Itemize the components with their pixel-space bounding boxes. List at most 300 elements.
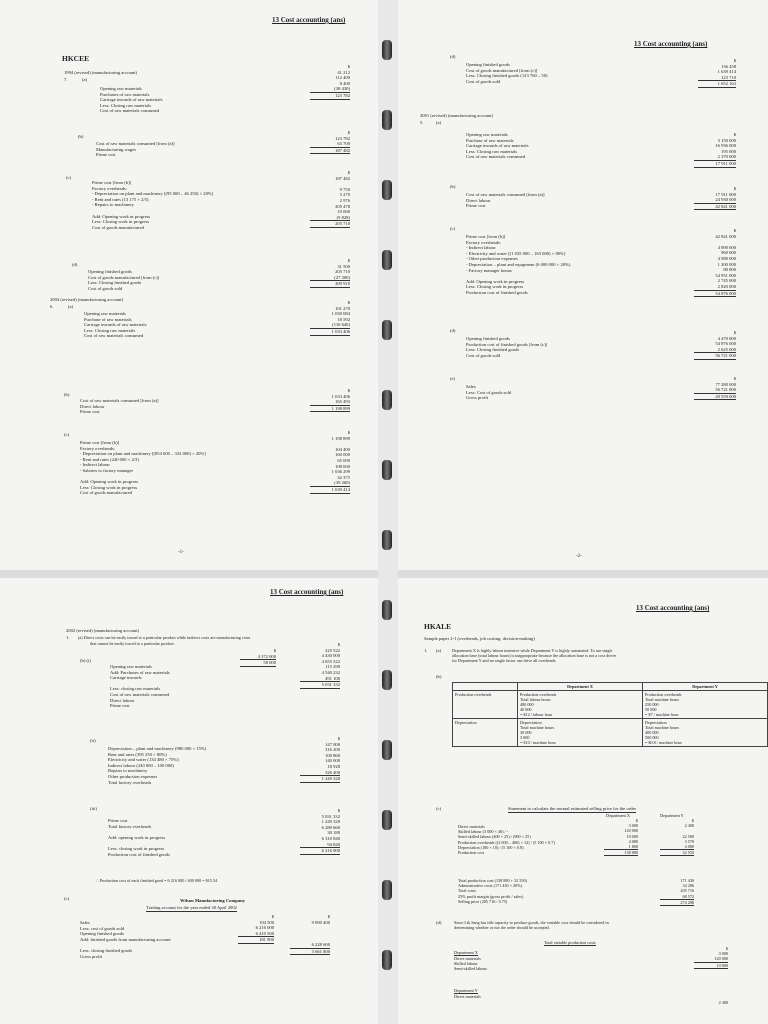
amount: 56 721 000 bbox=[694, 353, 736, 360]
binding-strip bbox=[378, 0, 398, 1024]
line-item: Opening finished goods bbox=[466, 62, 510, 67]
page-header: 13 Cost accounting (ans) bbox=[634, 40, 708, 48]
text-line: for Department Y and no single factor can drive all overheads. bbox=[452, 658, 557, 664]
line-items bbox=[84, 311, 147, 339]
line-item: - Electricity and water [(1 035 000 – 165 000) × 80%] bbox=[466, 250, 566, 256]
amount: 65 000 bbox=[337, 457, 350, 463]
line-item: Cost of goods sold bbox=[466, 78, 501, 84]
amount: 31 500 bbox=[337, 263, 350, 269]
question-title: 2001 (revised) (manufacturing account) bbox=[420, 113, 494, 118]
line-item: Prime cost [from (b)] bbox=[466, 234, 506, 239]
line-items bbox=[80, 398, 159, 415]
amount: $ bbox=[733, 132, 736, 137]
part-label: (d) bbox=[72, 262, 78, 267]
amount: 22 500 bbox=[682, 833, 694, 839]
amount: $ bbox=[347, 258, 350, 263]
amount: 181 900 bbox=[238, 937, 274, 944]
line-item: Add: Opening work in progress bbox=[466, 278, 525, 284]
amount: 195 000 bbox=[721, 148, 736, 154]
table-cell bbox=[643, 691, 768, 719]
line-item: Factory overheads: bbox=[466, 239, 502, 245]
amount: $ bbox=[733, 376, 736, 381]
amount: 1 033 406 bbox=[310, 329, 350, 336]
amount: 16 936 000 bbox=[715, 143, 736, 149]
line-item: Selling price (205 716 / 0.75) bbox=[458, 898, 508, 904]
line-item: Purchases of raw materials bbox=[100, 91, 150, 97]
line-item: Less: Closing raw materials bbox=[100, 102, 152, 108]
binding-ring bbox=[382, 40, 392, 60]
part-label: (c) bbox=[66, 175, 72, 180]
amounts bbox=[698, 58, 736, 88]
amount: 491 100 bbox=[300, 676, 340, 683]
binding-ring bbox=[382, 110, 392, 130]
statement-title: Statement to calculate the normal estimated selling price for the order bbox=[508, 806, 637, 811]
amount: 6 216 000 bbox=[255, 925, 274, 931]
line-item: Production overheads [(3 000 – 400) × 12] / (5 100 × 0.7) bbox=[458, 839, 555, 845]
line-item: Less: closing finished goods bbox=[80, 947, 133, 953]
amount: 2 400 bbox=[684, 823, 694, 829]
line-item: Skilled labour bbox=[454, 961, 478, 967]
line-item: - Rent and rates (13 175 × 2/5) bbox=[92, 196, 149, 202]
line-item: Prime cost [from (b)] bbox=[80, 440, 120, 445]
cell-line: Depreciation bbox=[645, 720, 667, 725]
binding-ring bbox=[382, 460, 392, 480]
amount: 4 372 000 bbox=[240, 654, 276, 661]
table-header: Department Y bbox=[643, 683, 768, 691]
amount: 6 280 660 bbox=[321, 824, 340, 830]
line-item: Less: Closing raw materials bbox=[84, 327, 136, 333]
question-number: 1. bbox=[66, 635, 70, 640]
amounts bbox=[694, 330, 736, 360]
cell-line: = $12 / labour hour bbox=[520, 712, 553, 717]
amount: 1 198 899 bbox=[331, 435, 350, 441]
line-item: Factory overheads: bbox=[80, 445, 116, 451]
amount: $ bbox=[327, 914, 330, 919]
line-item: Opening finished goods bbox=[88, 269, 132, 274]
amount: 205 716 bbox=[680, 888, 694, 894]
amount: 54 876 000 bbox=[694, 291, 736, 298]
amount: 10 060 bbox=[337, 209, 350, 215]
line-item: Direct materials bbox=[454, 956, 481, 961]
line-item: Direct labour bbox=[80, 403, 105, 409]
amount: 187 482 bbox=[310, 148, 350, 155]
amount: 42 841 000 bbox=[694, 204, 736, 211]
question-title: 2004 (revised) (manufacturing account) bbox=[50, 297, 124, 302]
line-items bbox=[88, 269, 159, 291]
line-item: Prime cost bbox=[108, 818, 128, 823]
line-items bbox=[96, 141, 175, 158]
part-label: (b) bbox=[78, 134, 84, 139]
amounts bbox=[310, 64, 350, 100]
line-item: Cost of goods manufactured [from (c)] bbox=[88, 274, 160, 280]
question-number: 6. bbox=[50, 304, 54, 309]
amount: 1 639 414 bbox=[717, 69, 736, 75]
page-4 bbox=[398, 578, 768, 1024]
line-item: - Indirect labour bbox=[80, 462, 110, 468]
part-label: (a) bbox=[436, 120, 442, 125]
line-item: Opening finished goods bbox=[466, 336, 510, 341]
department-heading: Department X bbox=[454, 950, 478, 955]
amount: 2 625 000 bbox=[694, 347, 736, 354]
amount: 4 980 000 bbox=[717, 255, 736, 261]
binding-ring bbox=[382, 250, 392, 270]
amounts bbox=[290, 914, 330, 955]
line-item: Total factory overheads bbox=[108, 823, 152, 829]
amount: 9 890 400 bbox=[311, 919, 330, 925]
binding-ring bbox=[382, 670, 392, 690]
amount: $ bbox=[347, 64, 350, 69]
line-item: Add: Opening work in progress bbox=[92, 213, 151, 219]
table-cell bbox=[518, 719, 643, 747]
answer-text bbox=[454, 920, 609, 930]
amount: 63 700 bbox=[310, 141, 350, 148]
table-cell bbox=[643, 719, 768, 747]
amount: $ bbox=[337, 736, 340, 741]
amounts bbox=[694, 132, 736, 168]
amount: 4 540 232 bbox=[321, 669, 340, 675]
line-item: Other production expenses bbox=[108, 773, 158, 779]
amount: 123 710 bbox=[698, 75, 736, 82]
amount: $ bbox=[691, 818, 694, 823]
amount: (116 640) bbox=[310, 322, 350, 329]
amount: 17 911 000 bbox=[694, 161, 736, 168]
unit-cost-note: ∴ Production cost of each finished good = 6 216 000 / 400 000 = $15.54 bbox=[96, 878, 218, 883]
line-item: Cost of raw materials consumed bbox=[466, 154, 526, 160]
page-1 bbox=[0, 0, 378, 570]
part-label: (a) bbox=[68, 304, 74, 309]
line-item: Direct materials bbox=[458, 824, 485, 829]
amount: 2 976 bbox=[339, 197, 350, 203]
rate-table bbox=[452, 682, 768, 747]
line-item: Electricity and water (134 480 × 75%) bbox=[108, 757, 179, 763]
line-item: Production cost of finished goods [from (c)] bbox=[466, 341, 548, 347]
account-title: Trading account for the year ended 30 April 2002 bbox=[146, 905, 237, 910]
line-item: - Salaries to factory manager bbox=[80, 467, 134, 473]
amount: 5 031 332 bbox=[300, 682, 340, 689]
amounts bbox=[240, 648, 276, 667]
amount: 1 030 084 bbox=[331, 311, 350, 317]
amount: 205 478 bbox=[335, 203, 350, 209]
amount: 18 928 bbox=[327, 763, 340, 769]
amount: 77 280 000 bbox=[715, 381, 736, 387]
line-item: Production cost of finished goods bbox=[466, 289, 528, 295]
answer-text bbox=[452, 648, 616, 664]
part-label: (d) bbox=[436, 920, 442, 925]
amount: $ bbox=[347, 430, 350, 435]
amount: $ bbox=[733, 58, 736, 63]
amount: $ bbox=[733, 186, 736, 191]
question-title: 2002 (revised) (manufacturing account) bbox=[66, 628, 140, 633]
line-item: Cost of goods sold bbox=[88, 285, 123, 291]
amount: 1 249 328 bbox=[321, 819, 340, 825]
cell-line: Total labour hours bbox=[520, 697, 551, 702]
amounts bbox=[694, 946, 728, 969]
amount: (38 430) bbox=[310, 86, 350, 93]
line-item: Prime cost bbox=[466, 203, 486, 209]
line-item: Less: Closing work in progress bbox=[92, 219, 150, 225]
amounts bbox=[310, 258, 350, 288]
line-item: Less: Cost of goods sold bbox=[466, 389, 512, 395]
amount: 10 000 bbox=[626, 833, 638, 839]
amount: 3 000 bbox=[718, 951, 728, 957]
cell-line: Total machine hours bbox=[520, 725, 555, 730]
amount: 3 570 bbox=[684, 838, 694, 844]
line-item: Less: Closing finished goods bbox=[88, 280, 142, 286]
amount: $ bbox=[337, 642, 340, 647]
part-label: (iii) bbox=[90, 806, 97, 811]
amount: 34 286 bbox=[682, 883, 694, 889]
amount: $ bbox=[347, 388, 350, 393]
amount: 2 370 000 bbox=[694, 154, 736, 161]
amount: 30 180 bbox=[327, 830, 340, 836]
line-item: Total production cost (138 880 + 32 550) bbox=[458, 878, 527, 883]
line-item: Carriage inwards of raw materials bbox=[100, 97, 163, 103]
amount: 1 800 bbox=[604, 844, 638, 850]
line-items bbox=[458, 878, 527, 904]
amount: 3 661 800 bbox=[290, 949, 330, 956]
line-item: Rent and rates (395 250 × 80%) bbox=[108, 751, 167, 757]
amount: 80 000 bbox=[723, 267, 736, 273]
amount: 138 880 bbox=[604, 850, 638, 856]
question-number: 5. bbox=[420, 120, 424, 125]
cell-line: Production overheads bbox=[645, 692, 682, 697]
line-items bbox=[108, 746, 206, 785]
line-item: Cost of raw materials consumed [from (a)] bbox=[466, 192, 545, 197]
amount: 2 820 000 bbox=[694, 284, 736, 291]
amount: 1 636 299 bbox=[331, 469, 350, 475]
amount: 123 782 bbox=[310, 93, 350, 100]
amount: 42 375 bbox=[337, 474, 350, 480]
binding-ring bbox=[382, 880, 392, 900]
amount: 18 592 bbox=[337, 316, 350, 322]
line-item: Opening raw materials bbox=[466, 132, 508, 137]
part-label: (a) bbox=[436, 648, 442, 653]
amount: $ bbox=[733, 228, 736, 233]
line-item: Cost of raw materials consumed [from (a)] bbox=[80, 398, 159, 403]
line-item: - Factory manager bonus bbox=[466, 267, 512, 273]
amounts bbox=[694, 186, 736, 210]
amount: 5 270 bbox=[339, 192, 350, 198]
amount: 1 033 406 bbox=[331, 393, 350, 399]
amounts bbox=[310, 430, 350, 494]
line-item: Direct labour bbox=[110, 697, 135, 703]
text-line: Department X is highly labour intensive while Department Y is highly automated. To use single bbox=[452, 648, 613, 653]
line-item: - Repairs to machinery bbox=[92, 202, 134, 208]
amount: 140 000 bbox=[325, 758, 340, 764]
amount: 120 000 bbox=[694, 956, 728, 962]
line-items bbox=[80, 440, 206, 496]
question-number: 1. bbox=[424, 648, 428, 653]
overhead-rate-table bbox=[452, 682, 768, 747]
binding-ring bbox=[382, 950, 392, 970]
amounts bbox=[300, 642, 340, 689]
amount: 5 031 332 bbox=[321, 813, 340, 819]
question-title: 1994 (revised) (manufacturing account) bbox=[64, 70, 138, 75]
amount: 316 200 bbox=[325, 747, 340, 753]
line-item: Semi-skilled labour (400 × 25) / (900 × 25) bbox=[458, 834, 531, 840]
cell-line: 480 000 bbox=[520, 702, 534, 707]
part-label: (c) bbox=[436, 806, 442, 811]
line-item: - Depreciation on plant and machinery [(95 000 – 46 250) × 20%] bbox=[92, 191, 214, 197]
line-item: Add: Opening work in progress bbox=[80, 479, 139, 485]
column-header: Department Y bbox=[660, 813, 684, 818]
line-items bbox=[110, 664, 170, 709]
line-item: - Other production expenses bbox=[466, 256, 518, 262]
line-item: Add: Purchases of raw materials bbox=[110, 669, 170, 675]
amount: $ bbox=[725, 946, 728, 951]
line-item: Total factory overheads bbox=[108, 779, 152, 785]
part-label: (c) bbox=[64, 896, 70, 901]
line-item: Prime cost bbox=[96, 152, 116, 158]
line-item: Cost of goods sold bbox=[466, 352, 501, 358]
amount: $ bbox=[271, 914, 274, 919]
line-item: Less: cost of goods sold bbox=[80, 925, 125, 931]
line-items bbox=[100, 86, 163, 114]
line-item: Indirect labour (240 000 – 100 000) bbox=[108, 762, 174, 768]
cell-line: = $10 / machine hour bbox=[520, 740, 556, 745]
part-label: (c) bbox=[450, 226, 456, 231]
amount: 6 228 600 bbox=[290, 942, 330, 949]
amount: 112 400 bbox=[335, 75, 350, 81]
cell-line: Production overheads bbox=[520, 692, 557, 697]
exam-brand: HKALE bbox=[424, 622, 452, 631]
amount: 10 000 bbox=[694, 963, 728, 969]
amount: 136 458 bbox=[721, 63, 736, 69]
line-item: Sales bbox=[466, 384, 476, 389]
amount: 94 840 bbox=[300, 842, 340, 849]
line-item: Production cost of finished goods bbox=[108, 851, 170, 857]
amount: 1 198 899 bbox=[310, 406, 350, 413]
amount: 123 782 bbox=[335, 135, 350, 141]
amount: 6 310 840 bbox=[321, 835, 340, 841]
line-items bbox=[466, 192, 545, 209]
cell-line: 250 000 bbox=[645, 702, 659, 707]
text-line: determining whether or not the order should be accepted. bbox=[454, 925, 550, 931]
amounts bbox=[694, 228, 736, 297]
line-item: Purchase of raw materials bbox=[84, 316, 132, 322]
line-item: Prime cost bbox=[80, 409, 100, 415]
line-item: Depreciation (180 × 10) / (5 100 × 0.8) bbox=[458, 844, 524, 850]
amount: 6 410 500 bbox=[238, 931, 274, 938]
line-item: Cost of raw materials consumed [from (a)] bbox=[96, 141, 175, 146]
amount: $ bbox=[273, 648, 276, 653]
line-item: Cost of raw materials consumed bbox=[100, 108, 160, 114]
amount: 58 000 bbox=[240, 660, 276, 667]
line-items bbox=[458, 824, 555, 855]
amount: 4 655 522 bbox=[321, 658, 340, 664]
line-items bbox=[108, 818, 170, 857]
cell-line: Depreciation bbox=[520, 720, 542, 725]
part-label: (c) bbox=[64, 432, 70, 437]
amounts bbox=[310, 300, 350, 336]
amount: $ bbox=[347, 130, 350, 135]
line-item: Opening finished goods bbox=[80, 931, 124, 937]
line-item: Direct materials bbox=[454, 994, 481, 999]
line-item: Gross profit bbox=[80, 953, 103, 959]
amounts bbox=[694, 1000, 728, 1005]
line-item: Less: Closing work in progress bbox=[466, 284, 524, 290]
line-item: Less: Closing finished goods bbox=[466, 347, 520, 353]
amount: 205 710 bbox=[310, 221, 350, 228]
amount: 56 721 000 bbox=[694, 387, 736, 394]
line-item: Cost of raw materials consumed bbox=[84, 333, 144, 339]
cell-line: = $0.8 / machine hour bbox=[645, 740, 682, 745]
amounts bbox=[238, 914, 274, 944]
line-item: Opening raw materials bbox=[110, 664, 152, 669]
line-item: Cost of goods manufactured bbox=[92, 224, 144, 230]
amount: 4 470 000 bbox=[717, 335, 736, 341]
amount: 20 559 000 bbox=[694, 394, 736, 401]
amounts bbox=[310, 170, 350, 228]
line-item: Add: opening work in progress bbox=[108, 834, 166, 840]
amount: $ bbox=[337, 808, 340, 813]
line-item: Administrative costs (171 430 × 20%) bbox=[458, 883, 523, 889]
amounts bbox=[300, 736, 340, 783]
line-item: Carriage inwards of raw materials bbox=[466, 143, 529, 149]
line-item: Less: Closing raw materials bbox=[466, 148, 518, 154]
amount: 171 430 bbox=[680, 878, 694, 883]
amounts bbox=[694, 376, 736, 400]
line-item: Repairs to machinery bbox=[108, 768, 148, 774]
amount: 42 841 000 bbox=[715, 233, 736, 239]
page-2 bbox=[398, 0, 768, 570]
amount: 9 750 bbox=[339, 186, 350, 192]
text-line: Since Lik Sang has idle capacity to produce goods, the variable cost should be considered in bbox=[454, 920, 609, 925]
line-item: Carriage inwards of raw materials bbox=[84, 322, 147, 328]
binding-ring bbox=[382, 390, 392, 410]
exam-brand: HKCEE bbox=[62, 54, 90, 63]
part-label: (b) bbox=[436, 674, 442, 679]
part-label: (d) bbox=[450, 54, 456, 59]
line-items bbox=[466, 336, 547, 358]
table-header: Department X bbox=[518, 683, 643, 691]
amount: 32 550 bbox=[660, 850, 694, 856]
part-label: (b) bbox=[450, 184, 456, 189]
amount: 2 400 bbox=[718, 1000, 728, 1005]
line-item: Factory overheads: bbox=[92, 185, 128, 191]
amount: 54 951 000 bbox=[715, 272, 736, 278]
line-item: Opening raw materials bbox=[84, 311, 126, 316]
amount: $ bbox=[347, 170, 350, 175]
amounts bbox=[660, 878, 694, 906]
amount: 54 876 000 bbox=[715, 341, 736, 347]
question-number: 7. bbox=[64, 77, 68, 82]
amount: 104 400 bbox=[335, 446, 350, 452]
amount: 165 493 bbox=[310, 399, 350, 406]
amount: 160 000 bbox=[335, 452, 350, 458]
page-header: 13 Cost accounting (ans) bbox=[270, 588, 344, 596]
amount: 2 745 000 bbox=[717, 278, 736, 284]
amount: $ bbox=[347, 300, 350, 305]
amount: 1 249 328 bbox=[300, 776, 340, 783]
part-label: (b) bbox=[64, 392, 70, 397]
line-item: Cost of raw materials consumed bbox=[110, 691, 170, 697]
part-label: (ii) bbox=[90, 738, 96, 743]
line-item: Purchase of raw materials bbox=[466, 137, 514, 143]
column-header: Department X bbox=[606, 813, 630, 818]
line-items bbox=[466, 384, 511, 401]
amount: 8 400 bbox=[339, 80, 350, 86]
table-header bbox=[453, 683, 518, 691]
line-item: Cost of goods manufactured [from (c)] bbox=[466, 67, 538, 73]
amount: 108 000 bbox=[335, 463, 350, 469]
answer-text: (a) Direct costs can be easily traced to a particular product while indirect costs are manufacturing costs bbox=[78, 635, 251, 640]
amount: 6 216 000 bbox=[300, 848, 340, 855]
binding-ring bbox=[382, 810, 392, 830]
line-item: - Depreciation on plant and machinery [(854 000 – 332 000) × 20%] bbox=[80, 451, 206, 457]
amount: $ bbox=[733, 330, 736, 335]
amount: 4 080 bbox=[660, 844, 694, 850]
